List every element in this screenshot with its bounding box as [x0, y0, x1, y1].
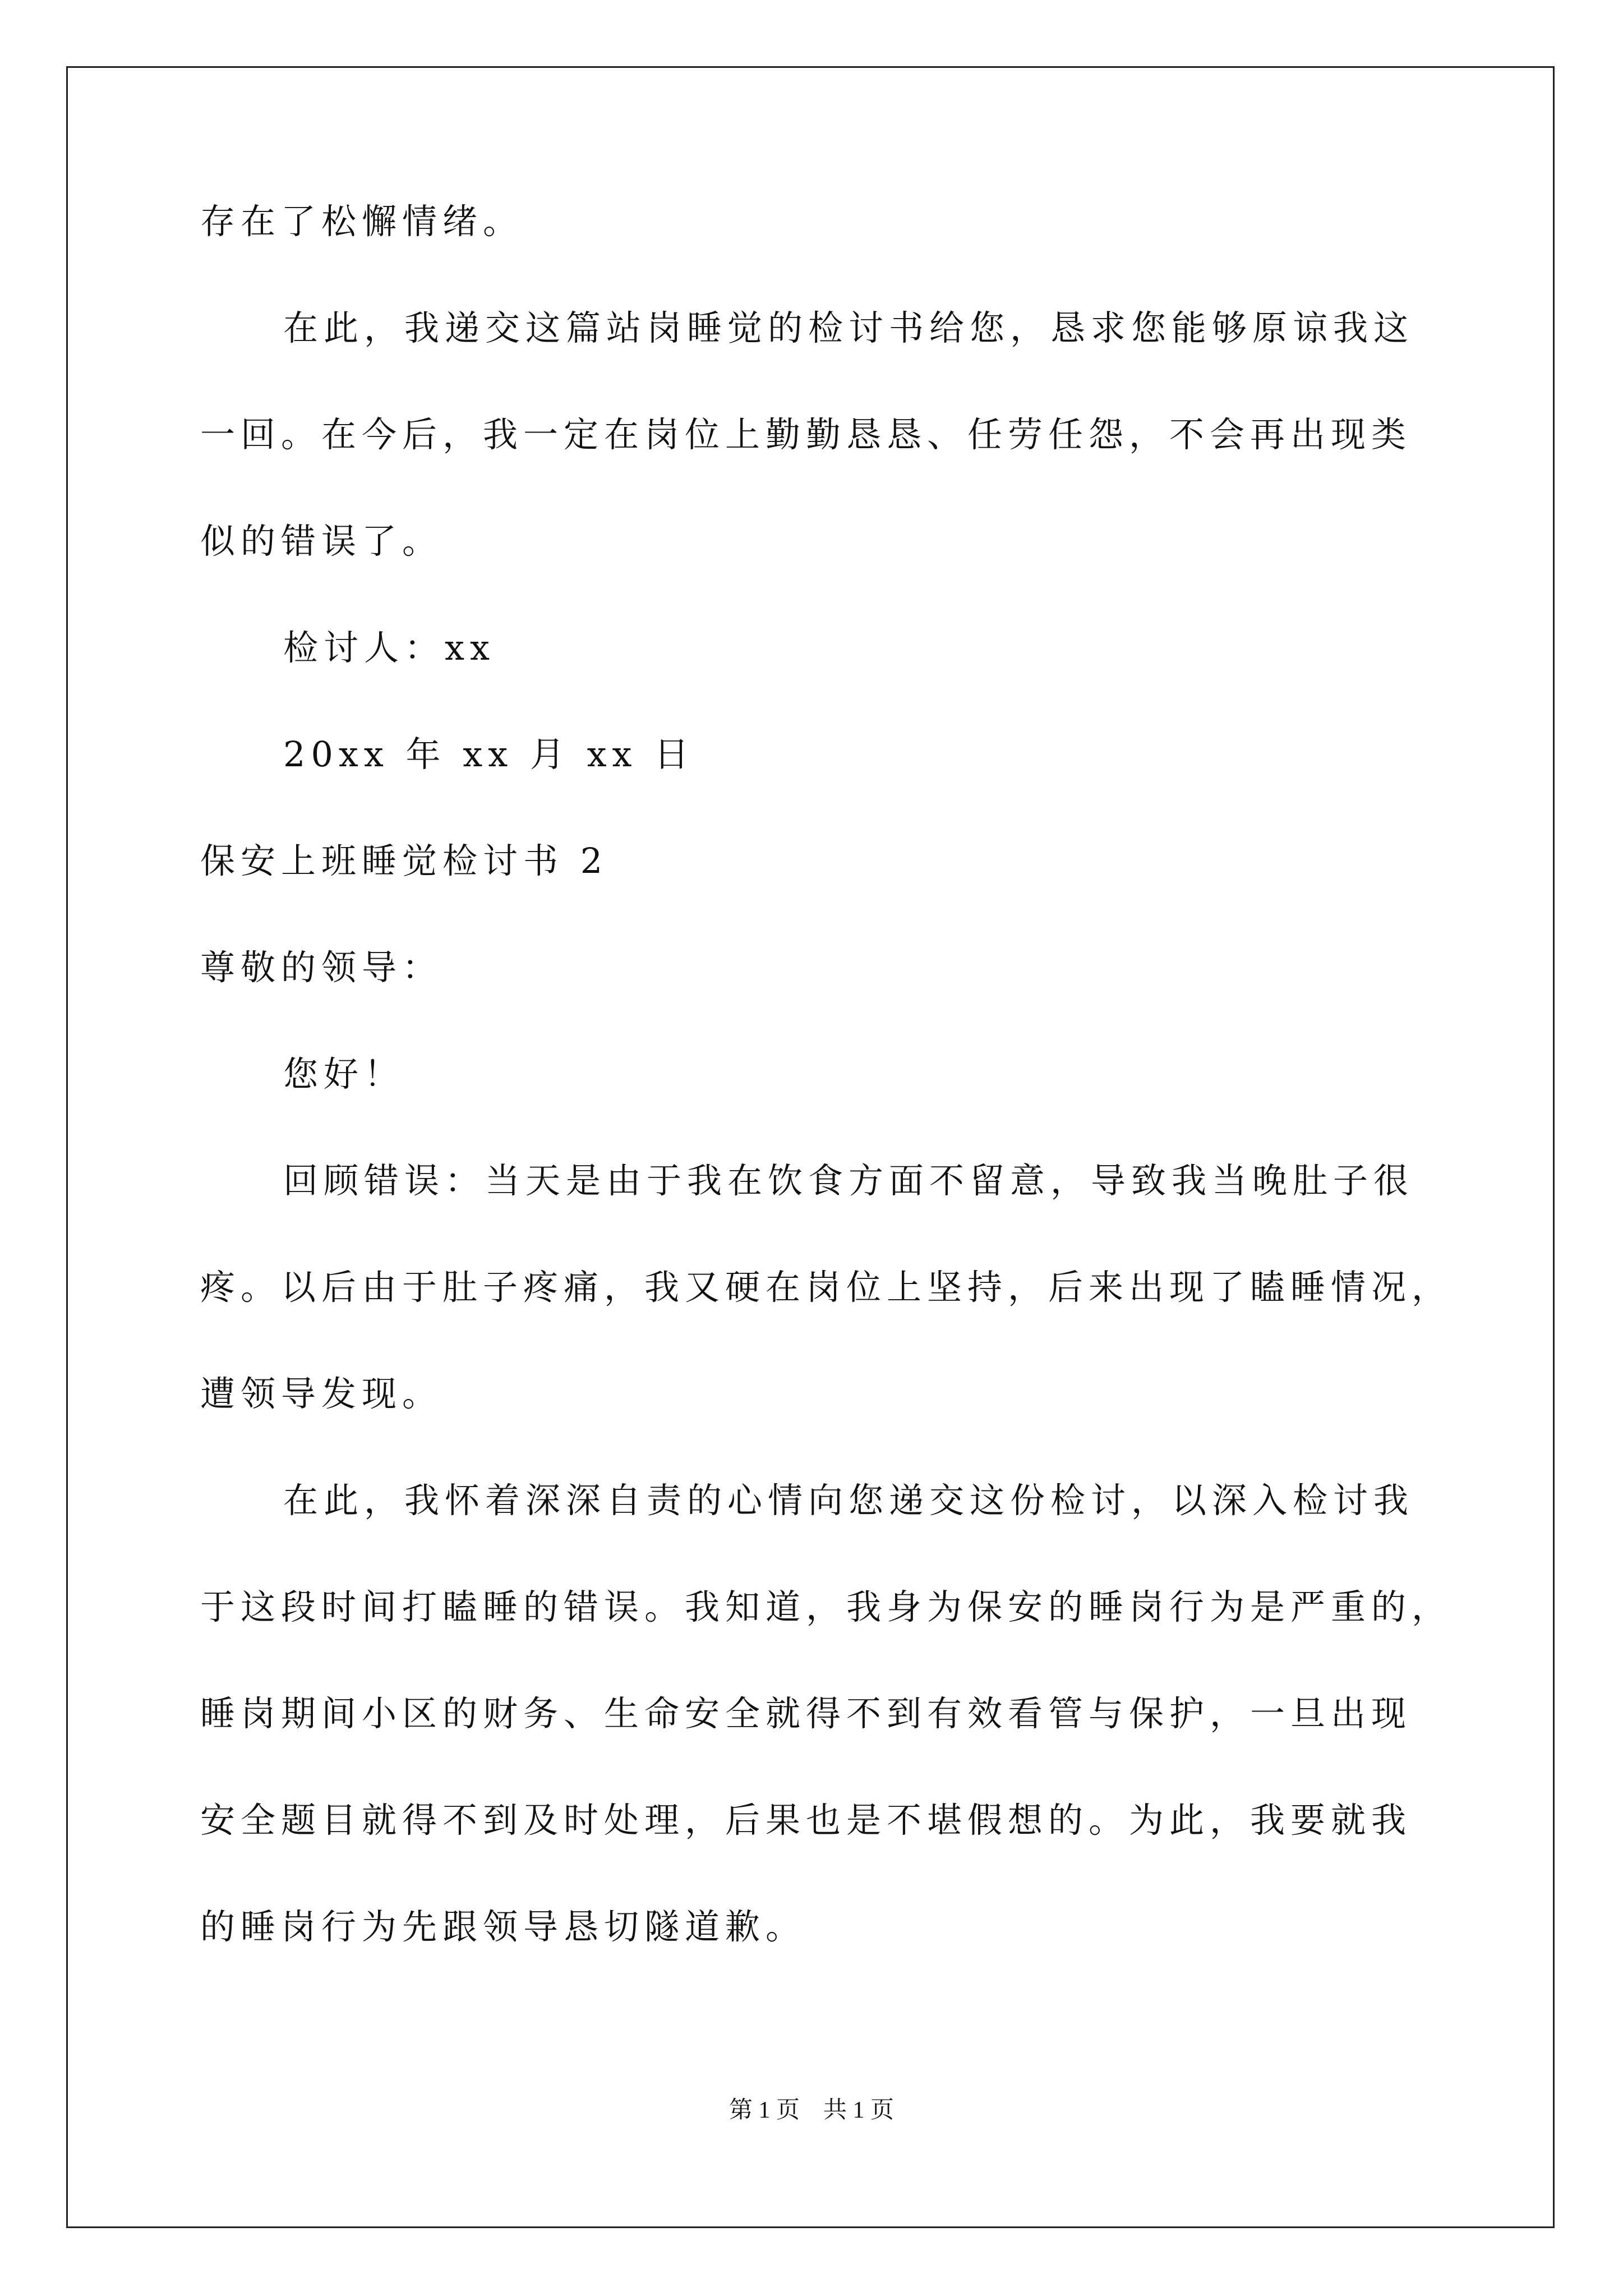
paragraph-line: 遭领导发现。: [200, 1373, 443, 1414]
signature-line: 检讨人：xx: [283, 627, 495, 668]
page-footer: 第 1 页 共 1 页: [728, 2097, 894, 2123]
salutation: 尊敬的领导：: [200, 947, 443, 988]
paragraph-line: 存在了松懈情绪。: [200, 201, 524, 242]
paragraph-line: 似的错误了。: [200, 521, 443, 562]
paragraph-line: 于这段时间打瞌睡的错误。我知道，我身为保安的睡岗行为是严重的，: [200, 1586, 1453, 1627]
paragraph-line: 回顾错误：当天是由于我在饮食方面不留意，导致我当晚肚子很: [283, 1160, 1414, 1201]
date-line: 20xx 年 xx 月 xx 日: [283, 734, 695, 775]
greeting: 您好！: [283, 1053, 405, 1094]
paragraph-line: 的睡岗行为先跟领导恳切隧道歉。: [200, 1906, 806, 1947]
paragraph-line: 在此，我递交这篇站岗睡觉的检讨书给您，恳求您能够原谅我这: [283, 307, 1414, 348]
paragraph-line: 睡岗期间小区的财务、生命安全就得不到有效看管与保护，一旦出现: [200, 1693, 1412, 1734]
section-title: 保安上班睡觉检讨书 2: [200, 840, 608, 881]
page-border: [66, 66, 1555, 2228]
paragraph-line: 疼。以后由于肚子疼痛，我又硬在岗位上坚持，后来出现了瞌睡情况，: [200, 1267, 1453, 1308]
paragraph-line: 一回。在今后，我一定在岗位上勤勤恳恳、任劳任怨，不会再出现类: [200, 414, 1412, 455]
paragraph-line: 在此，我怀着深深自责的心情向您递交这份检讨，以深入检讨我: [283, 1480, 1414, 1521]
paragraph-line: 安全题目就得不到及时处理，后果也是不堪假想的。为此，我要就我: [200, 1800, 1412, 1841]
